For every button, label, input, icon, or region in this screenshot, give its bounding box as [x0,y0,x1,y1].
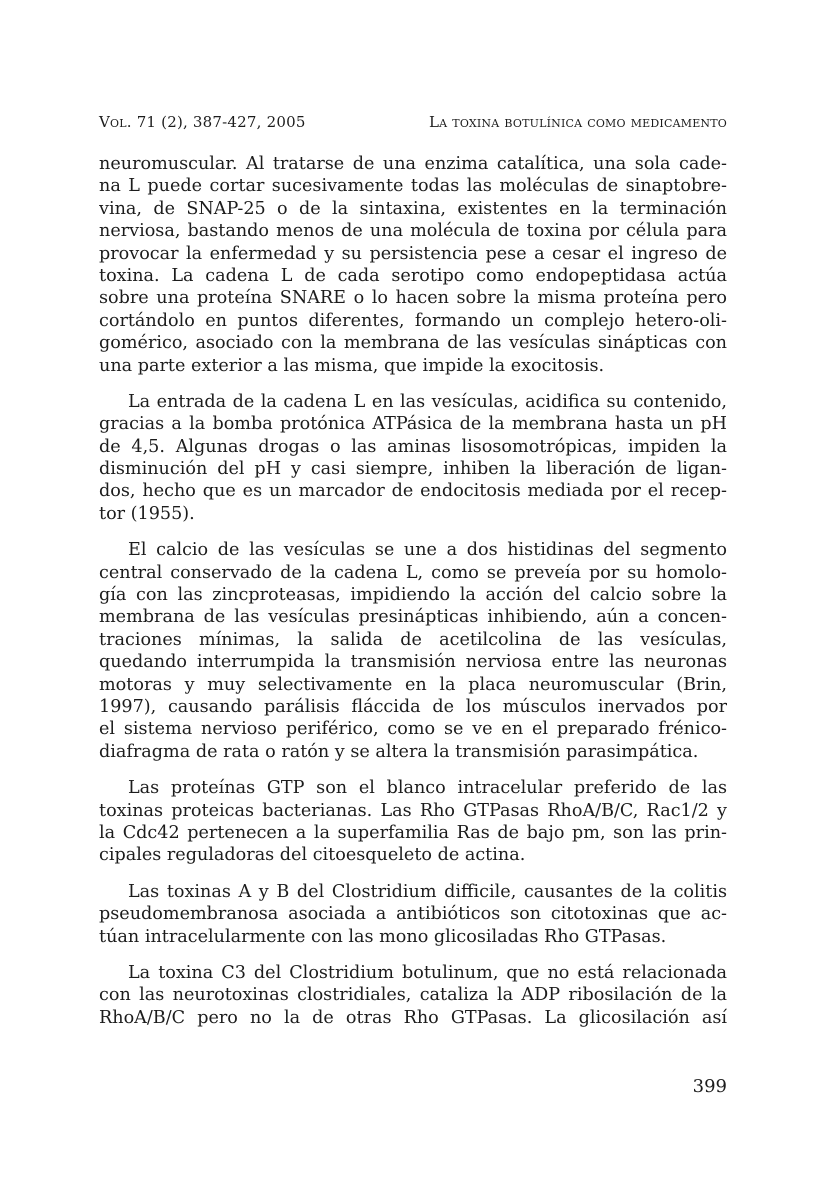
paragraph [99,881,727,948]
text-line: con las neurotoxinas clostridiales, cataliza la ADP ribosilación de la [99,985,727,1006]
journal-volume: Vol. 71 (2), 387-427, 2005 [99,113,306,131]
text-line: una parte exterior a las misma, que impide la exocitosis. [99,355,605,376]
text-line: de 4,5. Algunas drogas o las aminas lisosomotrópicas, impiden la [99,436,727,457]
text-line: quedando interrumpida la transmisión nerviosa entre las neuronas [99,652,727,673]
paragraph [99,777,727,867]
page-number: 399 [692,1076,727,1097]
text-line: membrana de las vesículas presinápticas inhibiendo, aún a concen- [99,607,727,628]
text-line: dos, hecho que es un marcador de endocitosis mediada por el recep- [99,481,727,502]
text-line: el sistema nervioso periférico, como se ve en el preparado frénico- [99,719,727,740]
text-line: pseudomembranosa asociada a antibióticos son citotoxinas que ac- [99,904,727,925]
text-line: cipales reguladoras del citoesqueleto de actina. [99,845,526,866]
text-line: toxinas proteicas bacterianas. Las Rho GTPasas RhoA/B/C, Rac1/2 y [99,800,727,821]
text-line: El calcio de las vesículas se une a dos histidinas del segmento [128,540,727,561]
text-line: La toxina C3 del Clostridium botulinum, que no está relacionada [128,962,727,983]
text-line: central conservado de la cadena L, como se preveía por su homolo- [99,562,727,583]
text-line: traciones mínimas, la salida de acetilcolina de las vesículas, [99,629,727,650]
text-line: disminución del pH y casi siempre, inhiben la liberación de ligan- [99,459,727,480]
text-line: diafragma de rata o ratón y se altera la transmisión parasimpática. [99,741,699,762]
text-line: nerviosa, bastando menos de una molécula de toxina por célula para [99,221,727,242]
text-line: la Cdc42 pertenecen a la superfamilia Ras de bajo pm, son las prin- [99,822,727,843]
text-line: túan intracelularmente con las mono glicosiladas Rho GTPasas. [99,926,667,947]
text-line: neuromuscular. Al tratarse de una enzima catalítica, una sola cade- [99,154,727,174]
text-line: La entrada de la cadena L en las vesículas, acidifica su contenido, [128,391,727,412]
running-header [99,113,727,137]
text-line: 1997), causando parálisis fláccida de los músculos inervados por [99,696,727,717]
text-line: vina, de SNAP-25 o de la sintaxina, existentes en la terminación [99,198,727,219]
text-line: toxina. La cadena L de cada serotipo como endopeptidasa actúa [99,265,727,286]
text-line: gía con las zincproteasas, impidiendo la acción del calcio sobre la [99,585,727,606]
text-line: provocar la enfermedad y su persistencia pese a cesar el ingreso de [99,243,727,264]
text-line: Las proteínas GTP son el blanco intracelular preferido de las [128,778,727,799]
paragraph [99,539,727,763]
article-title: La toxina botulínica como medicamento [429,113,727,131]
paragraph [99,391,727,525]
text-line: gomérico, asociado con la membrana de las vesículas sinápticas con [99,333,727,354]
text-line: sobre una proteína SNARE o lo hacen sobre la misma proteína pero [99,288,727,309]
text-line: motoras y muy selectivamente en la placa neuromuscular (Brin, [99,674,727,695]
text-line: RhoA/B/C pero no la de otras Rho GTPasas. La glicosilación así [99,1007,727,1028]
text-line: gracias a la bomba protónica ATPásica de la membrana hasta un pH [99,414,727,435]
text-line: na L puede cortar sucesivamente todas las moléculas de sinaptobre- [99,176,727,197]
text-line: Las toxinas A y B del Clostridium difficile, causantes de la colitis [128,881,727,902]
paragraph [99,153,727,377]
body-text [99,153,727,1043]
text-line: tor (1955). [99,503,195,524]
text-line: cortándolo en puntos diferentes, formando un complejo hetero-oli- [99,310,727,331]
paragraph [99,962,727,1029]
